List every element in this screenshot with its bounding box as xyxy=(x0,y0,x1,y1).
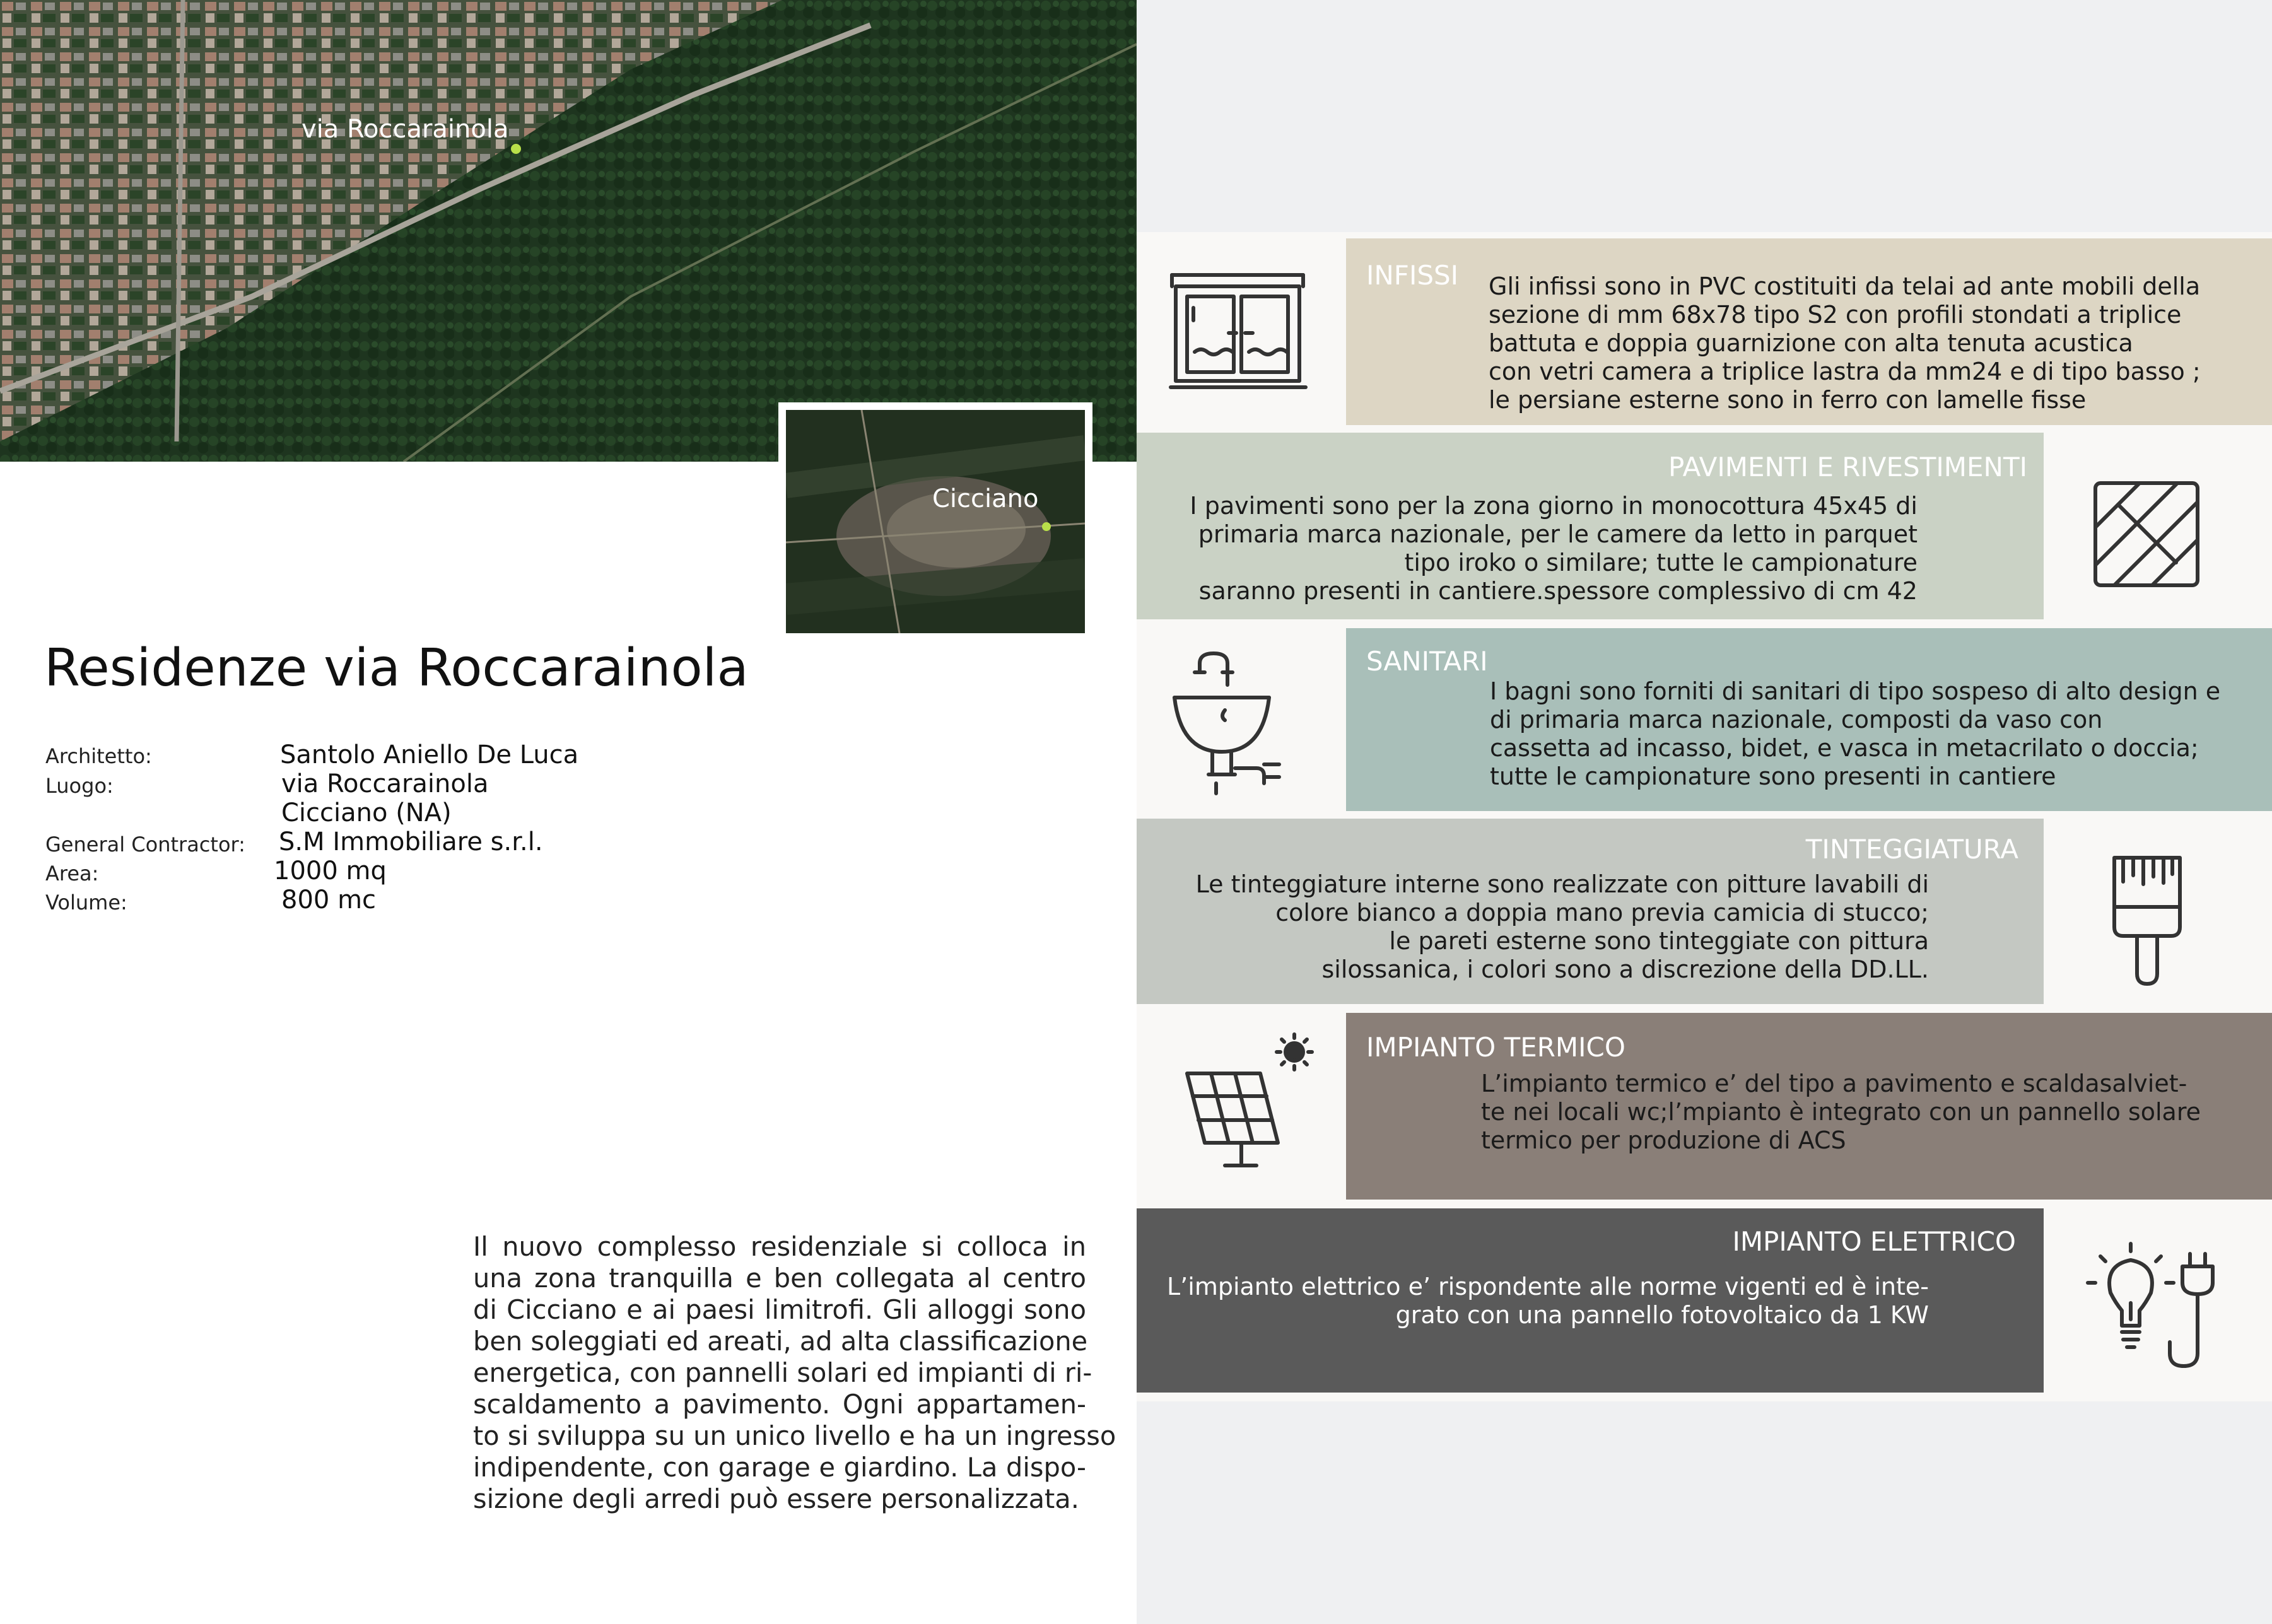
feature-band-pavimenti xyxy=(1137,433,2044,619)
description-line: indipendente, con garage e giardino. La dispo- xyxy=(473,1452,1086,1483)
town-map-label: Cicciano xyxy=(932,484,1039,513)
description-line: ben soleggiati ed areati, ad alta classificazione xyxy=(473,1326,1088,1357)
feature-text xyxy=(1167,1273,1929,1329)
paint-brush-icon xyxy=(2044,819,2272,1004)
feature-text-line: Le tinteggiature interne sono realizzate con pitture lavabili di xyxy=(1195,870,1929,898)
feature-text xyxy=(1190,492,1918,605)
feature-text-line: battuta e doppia guarnizione con alta tenuta acustica xyxy=(1489,329,2133,357)
description-line: di Cicciano e ai paesi limitrofi. Gli alloggi sono xyxy=(473,1294,1086,1325)
detail-label-architect: Architetto: xyxy=(45,744,152,768)
feature-text-line: L’impianto elettrico e’ rispondente alle norme vigenti ed è inte- xyxy=(1167,1273,1929,1300)
feature-text-line: I pavimenti sono per la zona giorno in monocottura 45x45 di xyxy=(1190,492,1918,520)
feature-title: PAVIMENTI E RIVESTIMENTI xyxy=(1668,452,2027,482)
solar-panel-icon xyxy=(1137,1013,1346,1200)
feature-text xyxy=(1490,677,2220,791)
feature-text-line: le persiane esterne sono in ferro con lamelle fisse xyxy=(1489,386,2087,414)
feature-title: TINTEGGIATURA xyxy=(1805,834,2018,865)
feature-text-line: termico per produzione di ACS xyxy=(1481,1126,1846,1154)
feature-text-line: te nei locali wc;l’mpianto è integrato con un pannello solare xyxy=(1481,1098,2201,1126)
detail-label-area: Area: xyxy=(45,862,99,885)
feature-text-line: di primaria marca nazionale, composti da vaso con xyxy=(1490,706,2103,733)
street-location-marker xyxy=(511,144,521,154)
feature-text xyxy=(1196,870,1929,984)
project-description xyxy=(473,1231,1116,1515)
detail-value-architect: Santolo Aniello De Luca xyxy=(280,740,579,769)
feature-title: IMPIANTO ELETTRICO xyxy=(1732,1226,2016,1257)
detail-value-contractor: S.M Immobiliare s.r.l. xyxy=(279,827,543,856)
window-icon xyxy=(1137,238,1346,425)
description-line: Il nuovo complesso residenziale si colloca in xyxy=(473,1231,1086,1262)
feature-text-line: colore bianco a doppia mano previa camicia di stucco; xyxy=(1275,899,1929,926)
description-line: sizione degli arredi può essere personalizzata. xyxy=(473,1483,1079,1514)
feature-text-line: con vetri camera a triplice lastra da mm24 e di tipo basso ; xyxy=(1489,358,2201,385)
feature-band-sanitari xyxy=(1346,628,2272,811)
feature-text-line: L’impianto termico e’ del tipo a pavimento e scaldasalviet- xyxy=(1481,1070,2187,1097)
detail-label-location: Luogo: xyxy=(45,774,114,798)
floor-tiles-icon xyxy=(2044,433,2272,619)
description-line: una zona tranquilla e ben collegata al centro xyxy=(473,1263,1086,1294)
feature-band-impianto-termico xyxy=(1346,1013,2272,1200)
feature-text-line: grato con una pannello fotovoltaico da 1 KW xyxy=(1395,1301,1929,1329)
feature-text-line: le pareti esterne sono tinteggiate con pittura xyxy=(1389,927,1929,955)
feature-text-line: cassetta ad incasso, bidet, e vasca in metacrilato o doccia; xyxy=(1490,734,2199,762)
street-map-label: via Roccarainola xyxy=(302,115,509,144)
detail-value-location: via Roccarainola xyxy=(281,769,489,798)
detail-value-area: 1000 mq xyxy=(274,856,387,885)
description-line: to si sviluppa su un unico livello e ha un ingresso xyxy=(473,1420,1116,1451)
feature-band-tinteggiatura xyxy=(1137,819,2044,1004)
feature-text-line: Gli infissi sono in PVC costituiti da telai ad ante mobili della xyxy=(1489,272,2201,300)
detail-value-volume: 800 mc xyxy=(281,885,377,914)
feature-text-line: silossanica, i colori sono a discrezione della DD.LL. xyxy=(1321,955,1929,983)
inset-map xyxy=(778,402,1092,641)
aerial-map xyxy=(0,0,1137,462)
feature-text-line: primaria marca nazionale, per le camere da letto in parquet xyxy=(1198,520,1918,548)
feature-text xyxy=(1489,272,2201,414)
description-line: energetica, con pannelli solari ed impianti di ri- xyxy=(473,1357,1092,1388)
detail-value-city: Cicciano (NA) xyxy=(281,798,452,827)
feature-text-line: I bagni sono forniti di sanitari di tipo sospeso di alto design e xyxy=(1490,677,2221,705)
feature-title: IMPIANTO TERMICO xyxy=(1366,1032,1625,1063)
feature-band-infissi xyxy=(1346,238,2272,425)
feature-title: SANITARI xyxy=(1366,646,1488,677)
feature-title: INFISSI xyxy=(1366,260,1459,291)
lightbulb-plug-icon xyxy=(2044,1208,2272,1393)
feature-text-line: saranno presenti in cantiere.spessore complessivo di cm 42 xyxy=(1198,577,1918,605)
sink-icon xyxy=(1137,628,1346,811)
description-line: scaldamento a pavimento. Ogni appartamen- xyxy=(473,1389,1086,1420)
feature-text-line: tipo iroko o similare; tutte le campionature xyxy=(1404,549,1918,576)
feature-text-line: tutte le campionature sono presenti in cantiere xyxy=(1490,762,2056,790)
feature-text-line: sezione di mm 68x78 tipo S2 con profili stondati a triplice xyxy=(1489,301,2182,329)
feature-band-impianto-elettrico xyxy=(1137,1208,2044,1393)
feature-text xyxy=(1481,1070,2201,1155)
detail-label-contractor: General Contractor: xyxy=(45,832,245,856)
town-location-marker xyxy=(1042,522,1051,531)
project-title: Residenze via Roccarainola xyxy=(44,638,749,698)
detail-label-volume: Volume: xyxy=(45,891,127,914)
